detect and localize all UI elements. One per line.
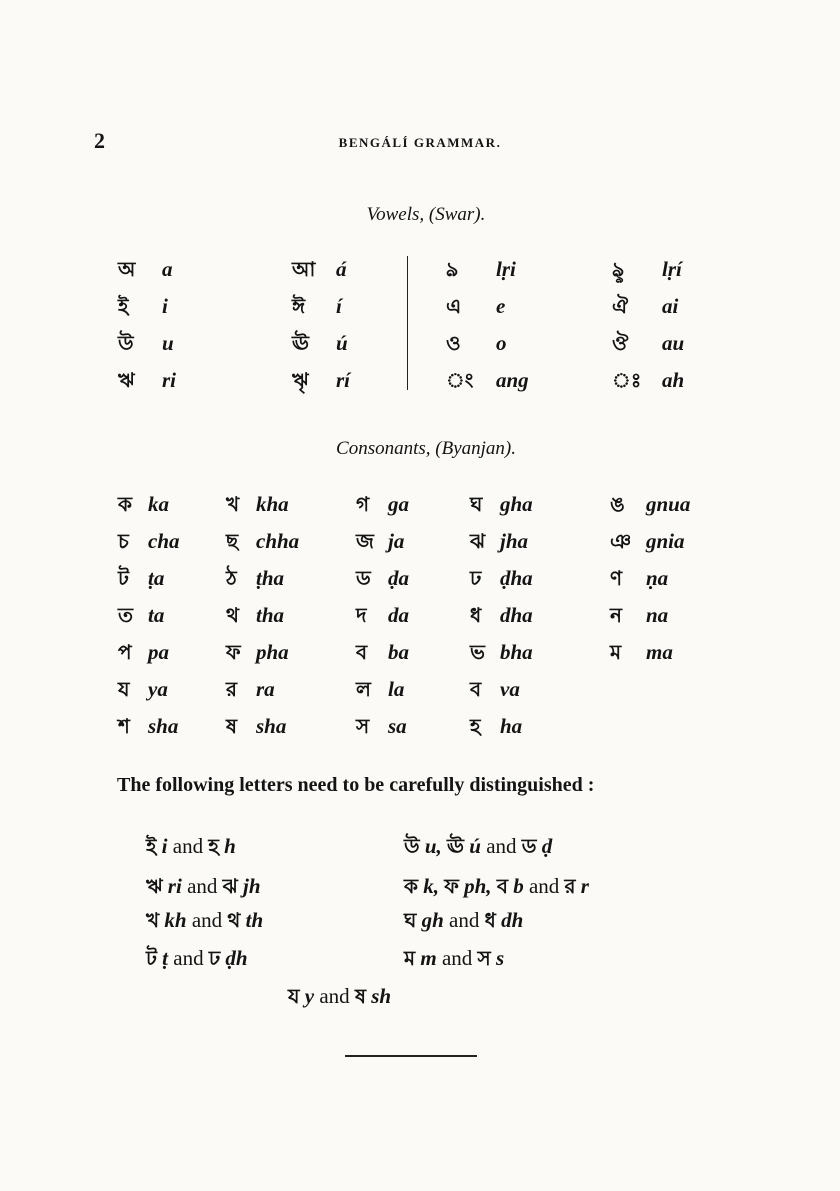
distinguish-transliteration: u, [424,834,442,858]
vowel-transliteration: ú [336,331,348,355]
vowel-letter: ঃ [612,368,642,392]
consonant-transliteration: ta [148,603,165,627]
distinguish-transliteration: dh [501,908,524,932]
distinguish-letter: ড [521,834,537,858]
distinguish-transliteration: kh [164,908,187,932]
vowel-transliteration: e [496,294,506,318]
distinguish-letter: ঋ [146,874,163,898]
distinguish-letter: হ [208,834,219,858]
consonant-transliteration: ṇa [646,566,669,590]
consonant-letter: ল [356,677,371,701]
consonant-letter: স [356,714,370,738]
consonant-transliteration: sa [388,714,407,738]
end-rule [345,1055,477,1057]
distinguish-letter: স [477,946,491,970]
consonant-transliteration: sha [148,714,179,738]
distinguish-transliteration: b [513,874,524,898]
consonant-letter: ঠ [226,566,237,590]
distinguish-line-left [146,906,263,939]
consonant-letter: ক [118,492,132,516]
distinguish-transliteration: s [496,946,505,970]
distinguish-line-right [404,872,589,905]
vowel-transliteration: ai [662,294,679,318]
distinguish-letter: র [564,874,576,898]
vowel-letter: ঐ [612,294,629,318]
distinguish-transliteration: gh [421,908,444,932]
consonant-transliteration: ya [148,677,168,701]
consonant-letter: খ [226,492,240,516]
distinguish-letter: উ [404,834,420,858]
consonant-transliteration: ḍha [500,566,533,590]
consonant-transliteration: ha [500,714,523,738]
and-word: and [319,984,350,1008]
vowel-letter: ও [446,331,461,355]
distinguish-line-right [404,906,523,939]
consonant-letter: গ [356,492,370,516]
distinguish-line-right [404,832,552,865]
vowel-transliteration: ri [162,368,177,392]
distinguish-letter: ঢ [208,946,221,970]
distinguish-letter: ম [404,946,416,970]
consonant-letter: ট [118,566,129,590]
consonant-letter: ব [470,677,482,701]
vowel-letter: ৠ [292,368,309,392]
running-head: BENGÁLÍ GRAMMAR. [338,135,502,150]
distinguish-line-left [146,832,236,865]
consonant-transliteration: pa [148,640,169,664]
vowel-letter: ঈ [292,294,306,318]
and-word: and [486,834,517,858]
consonant-transliteration: na [646,603,669,627]
distinguish-transliteration: r [580,874,589,898]
distinguish-line-right [404,944,504,977]
consonant-transliteration: ka [148,492,169,516]
and-word: and [449,908,480,932]
vowel-letter: ঔ [612,331,629,355]
vowel-letter: ং [446,368,474,392]
and-word: and [528,874,560,898]
vowel-letter: ই [118,294,129,318]
vowel-letter: ঌ [446,257,459,281]
consonant-letter: ফ [226,640,241,664]
consonant-transliteration: gnia [646,529,685,553]
consonant-letter: ছ [226,529,239,553]
consonant-letter: ণ [610,566,623,590]
distinguish-letter: ট [146,946,157,970]
consonants-heading: Consonants, (Byanjan). [336,438,516,459]
and-word: and [441,946,473,970]
consonant-transliteration: sha [256,714,287,738]
consonant-letter: থ [226,603,239,627]
vowel-transliteration: o [496,331,507,355]
vowel-letter: ৡ [612,257,625,281]
vowel-transliteration: au [662,331,685,355]
distinguish-letter: য [288,984,300,1008]
vowel-column-divider [407,256,408,390]
consonant-letter: ভ [470,640,485,664]
distinguish-transliteration: ri [167,874,182,898]
distinguish-transliteration: i [161,834,168,858]
distinguish-letter: ই [146,834,157,858]
vowel-transliteration: a [162,257,173,281]
consonant-transliteration: dha [500,603,533,627]
vowel-transliteration: á [336,257,347,281]
vowel-letter: আ [292,257,316,281]
consonant-letter: ধ [470,603,482,627]
distinguish-letter: ক [404,874,418,898]
distinguish-transliteration: sh [371,984,392,1008]
vowel-transliteration: ang [496,368,529,392]
consonant-letter: ব [356,640,368,664]
consonant-letter: ঢ [470,566,482,590]
consonant-transliteration: tha [256,603,285,627]
consonant-letter: জ [356,529,374,553]
consonant-letter: য [118,677,130,701]
consonant-letter: হ [470,714,481,738]
consonant-transliteration: ṭha [256,566,285,590]
vowel-transliteration: i [162,294,168,318]
consonant-transliteration: kha [256,492,289,516]
distinguish-letter: ঊ [447,834,465,858]
distinguish-transliteration: y [304,984,315,1008]
consonant-transliteration: ra [256,677,275,701]
consonant-letter: চ [118,529,129,553]
consonant-transliteration: cha [148,529,180,553]
consonant-transliteration: bha [500,640,533,664]
vowel-transliteration: rí [336,368,351,392]
consonant-transliteration: chha [256,529,300,553]
consonant-letter: দ [356,603,367,627]
distinguish-letter: ফ [444,874,459,898]
distinguish-transliteration: ph, [464,874,492,898]
consonant-transliteration: da [388,603,409,627]
and-word: and [172,834,204,858]
distinguish-transliteration: ḍ [541,834,553,858]
distinguish-line-left [146,944,248,977]
distinguish-transliteration: th [245,908,264,932]
distinguish-letter: থ [227,908,241,932]
consonant-letter: ঘ [470,492,483,516]
distinguish-line-left [146,872,261,905]
vowel-transliteration: lṛi [496,257,516,281]
vowel-transliteration: lṛí [662,257,682,281]
consonant-transliteration: ḍa [388,566,409,590]
consonant-transliteration: jha [500,529,529,553]
vowel-letter: উ [118,331,134,355]
vowel-letter: ঊ [292,331,309,355]
distinguish-line-bottom [288,982,391,1015]
vowel-transliteration: u [162,331,174,355]
vowel-letter: অ [118,257,136,281]
distinguish-letter: ধ [484,908,496,932]
consonant-letter: ঝ [470,529,486,553]
distinguish-letter: ব [496,874,508,898]
vowels-heading: Vowels, (Swar). [366,204,486,225]
distinguish-transliteration: jh [243,874,261,898]
distinguish-letter: ঘ [404,908,417,932]
distinguish-caption: The following letters need to be carefully distinguished : [117,774,595,796]
consonant-letter: ত [118,603,134,627]
and-word: and [187,874,218,898]
consonant-letter: র [226,677,238,701]
consonant-letter: ঞ [610,529,632,553]
distinguish-transliteration: ḍh [225,946,248,970]
consonant-transliteration: gnua [646,492,691,516]
distinguish-transliteration: ṭ [162,946,168,970]
distinguish-letter: ঝ [222,874,238,898]
distinguish-letter: খ [146,908,160,932]
consonant-transliteration: ba [388,640,409,664]
consonant-letter: ষ [226,714,238,738]
consonant-transliteration: pha [256,640,289,664]
consonant-letter: শ [118,714,130,738]
consonant-letter: ম [610,640,622,664]
vowel-transliteration: í [336,294,342,318]
consonant-letter: ঙ [610,492,625,516]
consonant-transliteration: gha [500,492,533,516]
distinguish-transliteration: ú [469,834,481,858]
distinguish-letter: ষ [354,984,366,1008]
consonant-transliteration: la [388,677,405,701]
distinguish-transliteration: h [224,834,236,858]
vowel-transliteration: ah [662,368,685,392]
consonant-transliteration: ga [388,492,409,516]
consonant-transliteration: va [500,677,520,701]
vowel-letter: এ [446,294,462,318]
distinguish-transliteration: k, [423,874,439,898]
and-word: and [191,908,223,932]
consonant-transliteration: ṭa [148,566,165,590]
consonant-transliteration: ma [646,640,673,664]
consonant-letter: প [118,640,132,664]
vowel-letter: ঋ [118,368,135,392]
consonant-transliteration: ja [388,529,405,553]
and-word: and [173,946,204,970]
consonant-letter: ন [610,603,622,627]
page-number: 2 [94,128,105,153]
consonant-letter: ড [356,566,371,590]
distinguish-transliteration: m [420,946,437,970]
